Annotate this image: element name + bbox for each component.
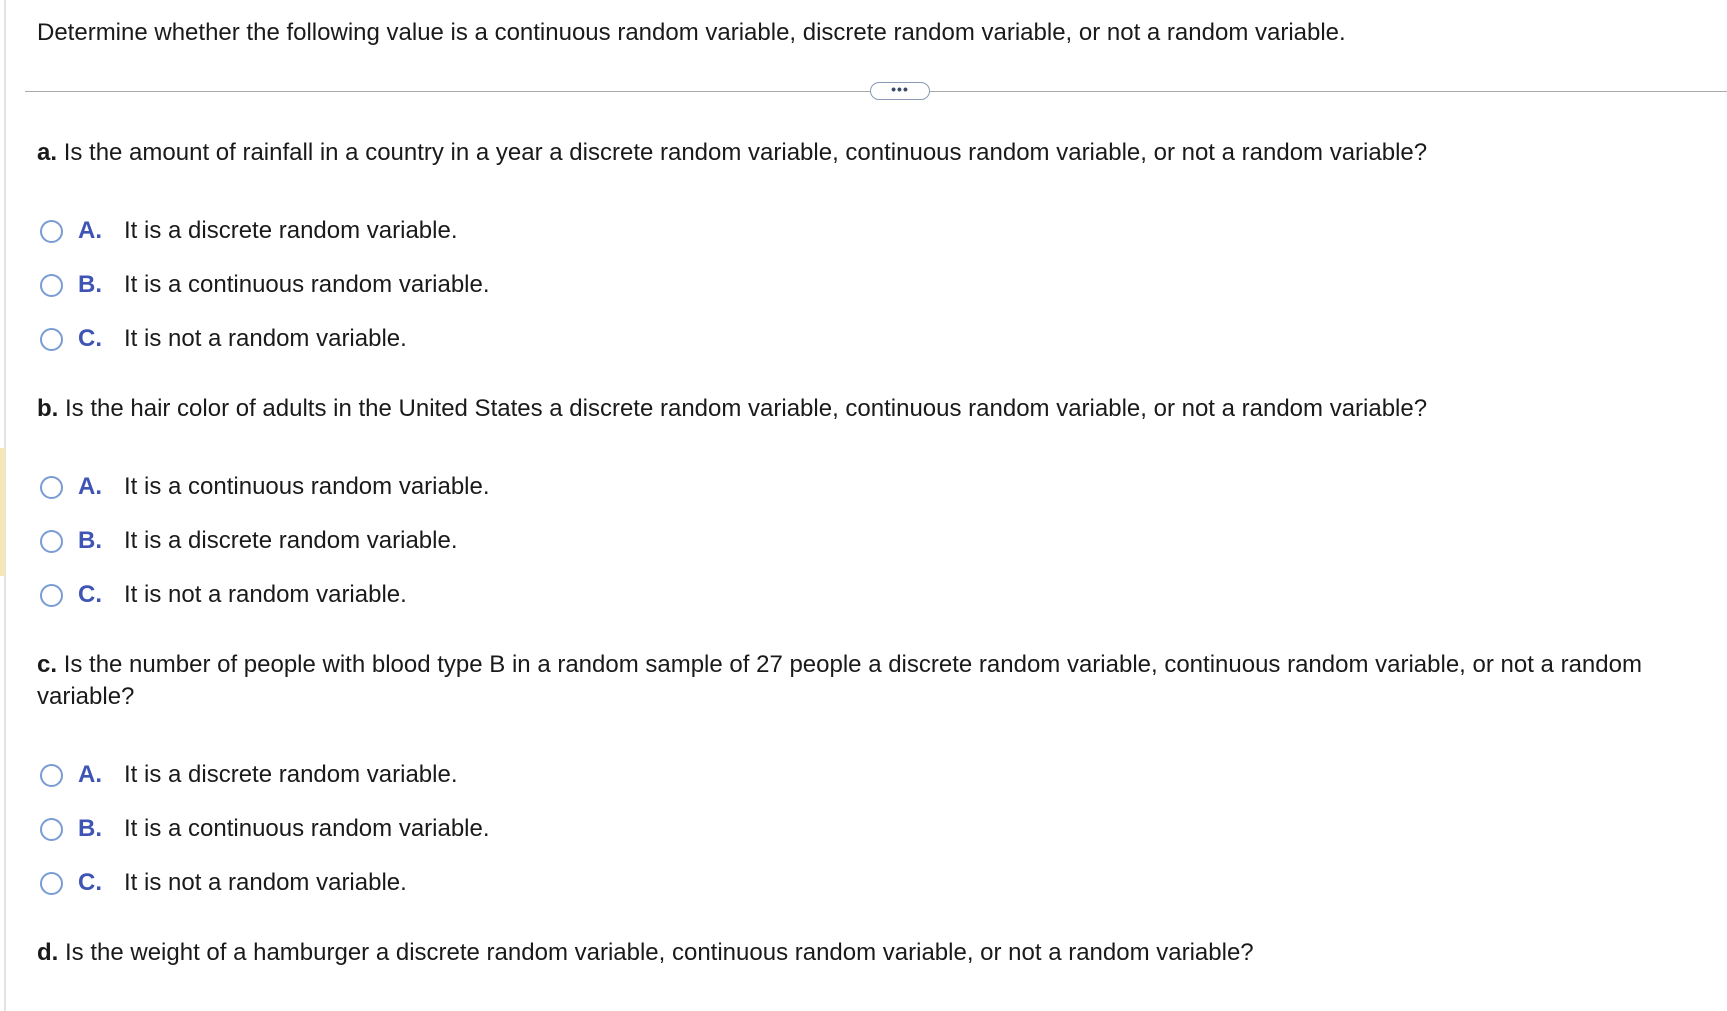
option-letter: A. [78,761,102,788]
radio-button[interactable] [40,764,63,787]
question-text: Is the hair color of adults in the United States a discrete random variable, continuous random variable, or not a random variable? [65,395,1428,422]
option-b-C[interactable] [40,579,407,611]
question-b [37,393,1697,425]
option-letter: C. [78,581,102,608]
option-text: It is a continuous random variable. [124,271,490,298]
expand-more-button[interactable]: ••• [870,82,930,100]
option-c-B[interactable] [40,813,490,845]
option-text: It is a continuous random variable. [124,473,490,500]
option-text: It is a discrete random variable. [124,527,458,554]
radio-button[interactable] [40,872,63,895]
option-b-A[interactable] [40,471,490,503]
radio-button[interactable] [40,476,63,499]
radio-button[interactable] [40,328,63,351]
option-text: It is a discrete random variable. [124,217,458,244]
option-c-C[interactable] [40,867,407,899]
question-c [37,649,1697,713]
question-a [37,137,1697,169]
radio-button[interactable] [40,530,63,553]
question-letter: b. [37,395,59,422]
question-text: Is the weight of a hamburger a discrete random variable, continuous random variable, or not a random variable? [65,939,1254,966]
option-letter: B. [78,815,102,842]
option-a-A[interactable] [40,215,457,247]
radio-button[interactable] [40,274,63,297]
option-letter: B. [78,271,102,298]
question-text: Is the amount of rainfall in a country in a year a discrete random variable, continuous random variable, or not a random variable? [63,139,1428,166]
left-accent-bar [0,448,5,576]
option-text: It is not a random variable. [124,581,407,608]
instructions-text: Determine whether the following value is a continuous random variable, discrete random variable, or not a random variable. [37,19,1346,46]
radio-button[interactable] [40,584,63,607]
question-d [37,937,1697,969]
option-text: It is a discrete random variable. [124,761,458,788]
question-letter: a. [37,139,58,166]
option-letter: B. [78,527,102,554]
radio-button[interactable] [40,818,63,841]
option-a-C[interactable] [40,323,407,355]
option-a-B[interactable] [40,269,490,301]
option-text: It is not a random variable. [124,325,407,352]
option-b-B[interactable] [40,525,457,557]
option-letter: A. [78,473,102,500]
option-c-A[interactable] [40,759,457,791]
question-letter: d. [37,939,59,966]
option-letter: C. [78,325,102,352]
option-text: It is not a random variable. [124,869,407,896]
option-letter: A. [78,217,102,244]
question-text: Is the number of people with blood type B in a random sample of 27 people a discrete random variable, continuous random variable, or not a random variable? [37,651,1642,710]
option-letter: C. [78,869,102,896]
radio-button[interactable] [40,220,63,243]
option-text: It is a continuous random variable. [124,815,490,842]
question-letter: c. [37,651,58,678]
